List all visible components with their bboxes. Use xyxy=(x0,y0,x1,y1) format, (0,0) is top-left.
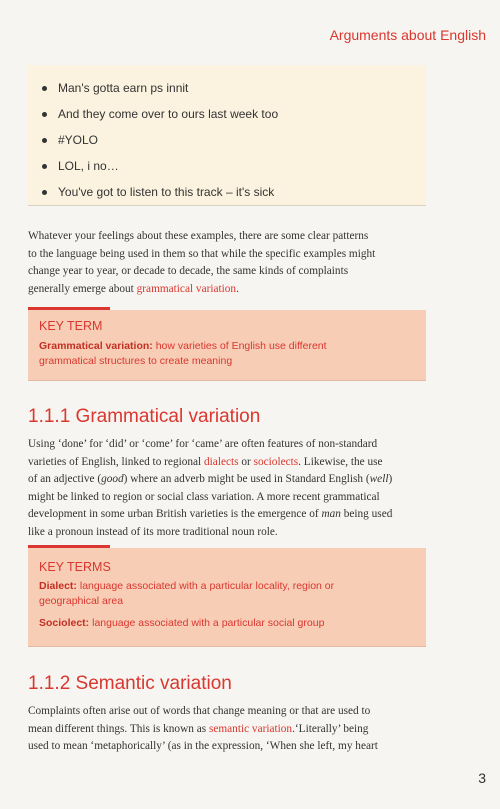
term-link-dialects[interactable]: dialects xyxy=(204,455,239,468)
list-item: LOL, i no… xyxy=(42,153,426,179)
page-number: 3 xyxy=(478,770,486,786)
bullet-icon xyxy=(42,86,47,91)
list-item: And they come over to ours last week too xyxy=(42,101,426,127)
key-terms-title: KEY TERMS xyxy=(39,560,111,574)
list-item: #YOLO xyxy=(42,127,426,153)
sociolect-definition: Sociolect: language associated with a particular social group xyxy=(39,617,325,629)
grammatical-paragraph: Using ‘done’ for ‘did’ or ‘come’ for ‘came’ are often features of non-standard varieties of English, linked to regional dialects or sociolects. Likewise, the use of an adjective (good) where an adverb might be used in Standard English (well) might be linked to region or social class variation. A more recent grammatical development in some urban British varieties is the emergence of man being used like a pronoun instead of its more traditional noun role. xyxy=(28,438,393,538)
key-term-box: KEY TERM Grammatical variation: how varieties of English use different grammatical structures to create meaning xyxy=(28,310,426,381)
list-item: Man's gotta earn ps innit xyxy=(42,75,426,101)
section-heading-semantic: 1.1.2 Semantic variation xyxy=(28,673,232,694)
key-term-title: KEY TERM xyxy=(39,319,103,333)
term-link-grammatical-variation[interactable]: grammatical variation xyxy=(136,282,237,295)
examples-list xyxy=(28,65,426,205)
term-link-semantic-variation[interactable]: semantic variation xyxy=(208,722,293,735)
bullet-icon xyxy=(42,138,47,143)
running-head: Arguments about English xyxy=(329,27,486,43)
dialect-definition: Dialect: language associated with a particular locality, region or xyxy=(39,580,335,592)
semantic-paragraph: Complaints often arise out of words that change meaning or that are used to mean different things. This is known as semantic variation.‘Literally’ being used to mean ‘metaphorically’ (as in the expression, ‘When she left, my heart xyxy=(28,705,378,752)
key-terms-box: KEY TERMS Dialect: language associated with a particular locality, region or geographical area Sociolect: language associated with a particular social group xyxy=(28,548,426,647)
section-heading-grammatical: 1.1.1 Grammatical variation xyxy=(28,406,261,427)
bullet-icon xyxy=(42,190,47,195)
key-term-definition: Grammatical variation: how varieties of English use different xyxy=(39,340,327,352)
accent-bar xyxy=(28,307,110,310)
bullet-icon xyxy=(42,164,47,169)
examples-box xyxy=(28,65,426,206)
intro-paragraph: Whatever your feelings about these examples, there are some clear patterns to the language being used in them so that while the specific examples might change year to year, or decade to decade, the same kinds of complaints generally emerge about grammatical variation. xyxy=(28,230,376,295)
accent-bar xyxy=(28,545,110,548)
bullet-icon xyxy=(42,112,47,117)
list-item: You've got to listen to this track – it's sick xyxy=(42,179,426,205)
term-link-sociolects[interactable]: sociolects xyxy=(253,455,299,468)
